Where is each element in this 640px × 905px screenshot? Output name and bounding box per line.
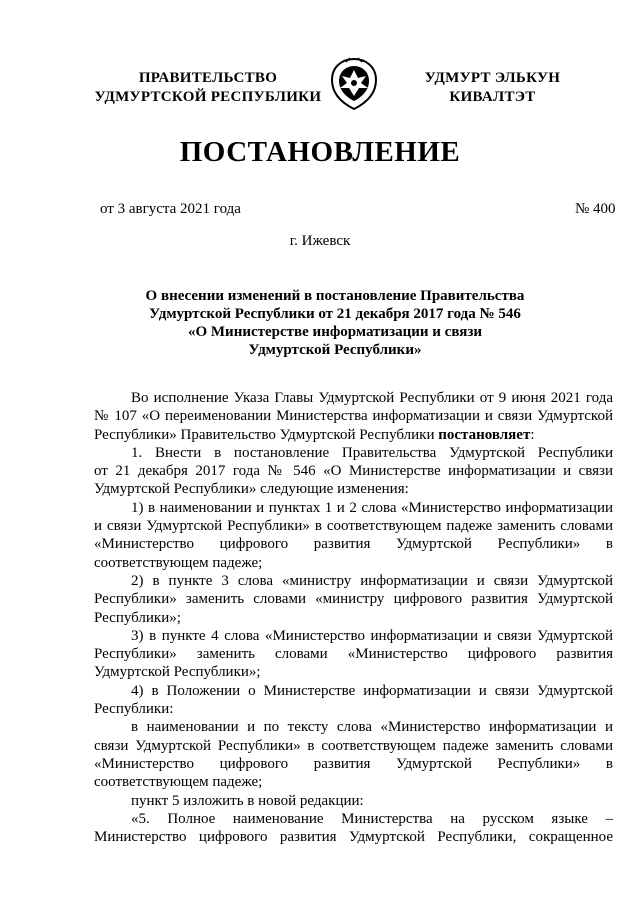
header-right-line-2: КИВАЛТЭТ: [449, 89, 536, 105]
body-line: 1) в наименовании и пунктах 1 и 2 слова «Министерство информатизации: [131, 499, 613, 516]
header-right-line-1: УДМУРТ ЭЛЬКУН: [424, 70, 561, 86]
body-line: Республики» заменить словами «министру цифрового развития Удмуртской: [94, 591, 613, 608]
doc-date: от 3 августа 2021 года: [100, 201, 241, 217]
body-line: Во исполнение Указа Главы Удмуртской Республики от 9 июня 2021 года: [131, 390, 613, 406]
header-left-line-1: ПРАВИТЕЛЬСТВО: [138, 70, 278, 86]
header-left: [78, 69, 338, 107]
subject-line: Удмуртской Республики»: [248, 342, 422, 358]
header-left-line-2: УДМУРТСКОЙ РЕСПУБЛИКИ: [94, 89, 322, 105]
body-line: соответствующем падеже;: [94, 774, 263, 791]
body-text: Республики» Правительство Удмуртской Республики: [94, 426, 439, 443]
doc-subject: [120, 287, 550, 359]
body-line: Удмуртской Республики» следующие изменения:: [94, 481, 409, 498]
body-line: 4) в Положении о Министерстве информатизации и связи Удмуртской: [131, 682, 613, 699]
body-line: в наименовании и по тексту слова «Министерство информатизации и: [131, 719, 613, 736]
subject-line: О внесении изменений в постановление Правительства: [145, 288, 525, 304]
body-line: «5. Полное наименование Министерства на русском языке –: [131, 810, 613, 827]
body-line: 2) в пункте 3 слова «министру информатизации и связи Удмуртской: [131, 572, 613, 589]
subject-line: «О Министерстве информатизации и связи: [187, 324, 483, 340]
body-line: Удмуртской Республики»;: [94, 664, 261, 681]
body-bold-text: постановляет: [438, 426, 531, 443]
doc-type-title: ПОСТАНОВЛЕНИЕ: [179, 136, 461, 168]
body-text: :: [530, 426, 535, 443]
body-line: [94, 426, 613, 444]
body-line: от 21 декабря 2017 года № 546 «О Министерстве информатизации и связи: [94, 463, 613, 480]
doc-number: № 400: [575, 201, 616, 217]
subject-line: Удмуртской Республики от 21 декабря 2017 года № 546: [149, 306, 521, 322]
body-line: «Министерство цифрового развития Удмуртской Республики» в: [94, 755, 613, 772]
body-line: пункт 5 изложить в новой редакции:: [131, 792, 364, 809]
body-line: Республики:: [94, 701, 174, 718]
coat-of-arms-icon: [328, 56, 380, 112]
body-line: соответствующем падеже;: [94, 554, 263, 571]
body-line: № 107 «О переименовании Министерства информатизации и связи Удмуртской: [94, 408, 613, 425]
body-line: «Министерство цифрового развития Удмуртской Республики» в: [94, 536, 613, 553]
body-line: Республики» заменить словами «Министерство цифрового развития: [94, 646, 613, 663]
body-line: Республики»;: [94, 609, 181, 626]
body-line: связи Удмуртской Республики» в соответствующем падеже заменить словами: [94, 737, 613, 754]
header-right: [405, 69, 580, 107]
body-line: и связи Удмуртской Республики» в соответствующем падеже заменить словами: [94, 518, 613, 535]
body-line: 3) в пункте 4 слова «Министерство информатизации и связи Удмуртской: [131, 627, 613, 644]
body-line: 1. Внести в постановление Правительства Удмуртской Республики: [131, 444, 613, 461]
body-line: Министерство цифрового развития Удмуртской Республики, сокращенное: [94, 829, 613, 846]
doc-body: [94, 389, 613, 846]
doc-city: г. Ижевск: [289, 233, 351, 249]
